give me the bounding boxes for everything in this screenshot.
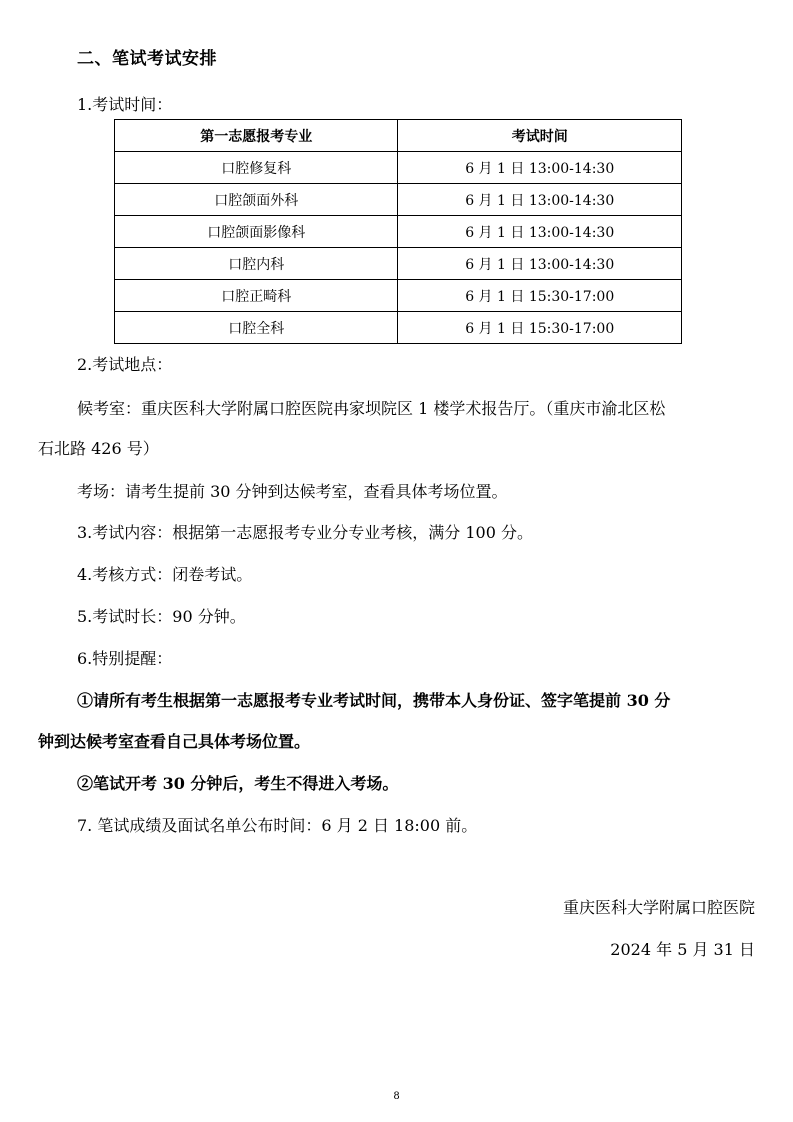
section-heading: 二、笔试考试安排 — [77, 49, 217, 69]
reminder-item-1-continued: 钟到达候考室查看自己具体考场位置。 — [38, 732, 311, 751]
table-row — [115, 280, 682, 312]
exam-duration-text: 5.考试时长：90 分钟。 — [77, 607, 246, 626]
results-announcement-text: 7. 笔试成绩及面试名单公布时间：6 月 2 日 18:00 前。 — [77, 816, 478, 835]
table-row — [115, 248, 682, 280]
table-header-row — [115, 120, 682, 152]
cell-time: 6 月 1 日 15:30-17:00 — [398, 312, 682, 344]
table-row — [115, 216, 682, 248]
header-major: 第一志愿报考专业 — [115, 120, 398, 152]
exam-room-text: 考场：请考生提前 30 分钟到达候考室，查看具体考场位置。 — [77, 482, 508, 501]
table-row — [115, 152, 682, 184]
cell-time: 6 月 1 日 13:00-14:30 — [398, 184, 682, 216]
cell-major: 口腔修复科 — [115, 152, 398, 184]
header-exam-time: 考试时间 — [398, 120, 682, 152]
waiting-room-text: 候考室：重庆医科大学附属口腔医院冉家坝院区 1 楼学术报告厅。（重庆市渝北区松 — [77, 399, 666, 418]
signature-organization: 重庆医科大学附属口腔医院 — [562, 898, 755, 917]
cell-time: 6 月 1 日 13:00-14:30 — [398, 216, 682, 248]
cell-time: 6 月 1 日 15:30-17:00 — [398, 280, 682, 312]
cell-time: 6 月 1 日 13:00-14:30 — [398, 152, 682, 184]
waiting-room-address: 石北路 426 号） — [38, 439, 159, 458]
exam-schedule-table — [114, 119, 682, 344]
cell-time: 6 月 1 日 13:00-14:30 — [398, 248, 682, 280]
page-number: 8 — [393, 1091, 400, 1102]
special-reminder-label: 6.特别提醒： — [77, 649, 173, 668]
reminder-item-2: ②笔试开考 30 分钟后，考生不得进入考场。 — [77, 774, 399, 793]
table-row — [115, 312, 682, 344]
table-row — [115, 184, 682, 216]
cell-major: 口腔颌面外科 — [115, 184, 398, 216]
cell-major: 口腔全科 — [115, 312, 398, 344]
exam-content-text: 3.考试内容：根据第一志愿报考专业分专业考核，满分 100 分。 — [77, 523, 533, 542]
cell-major: 口腔正畸科 — [115, 280, 398, 312]
exam-method-text: 4.考核方式：闭卷考试。 — [77, 565, 253, 584]
exam-time-label: 1.考试时间： — [77, 95, 173, 114]
reminder-item-1: ①请所有考生根据第一志愿报考专业考试时间，携带本人身份证、签字笔提前 30 分 — [77, 691, 671, 710]
cell-major: 口腔内科 — [115, 248, 398, 280]
signature-date: 2024 年 5 月 31 日 — [610, 940, 755, 959]
exam-location-label: 2.考试地点： — [77, 355, 173, 374]
cell-major: 口腔颌面影像科 — [115, 216, 398, 248]
